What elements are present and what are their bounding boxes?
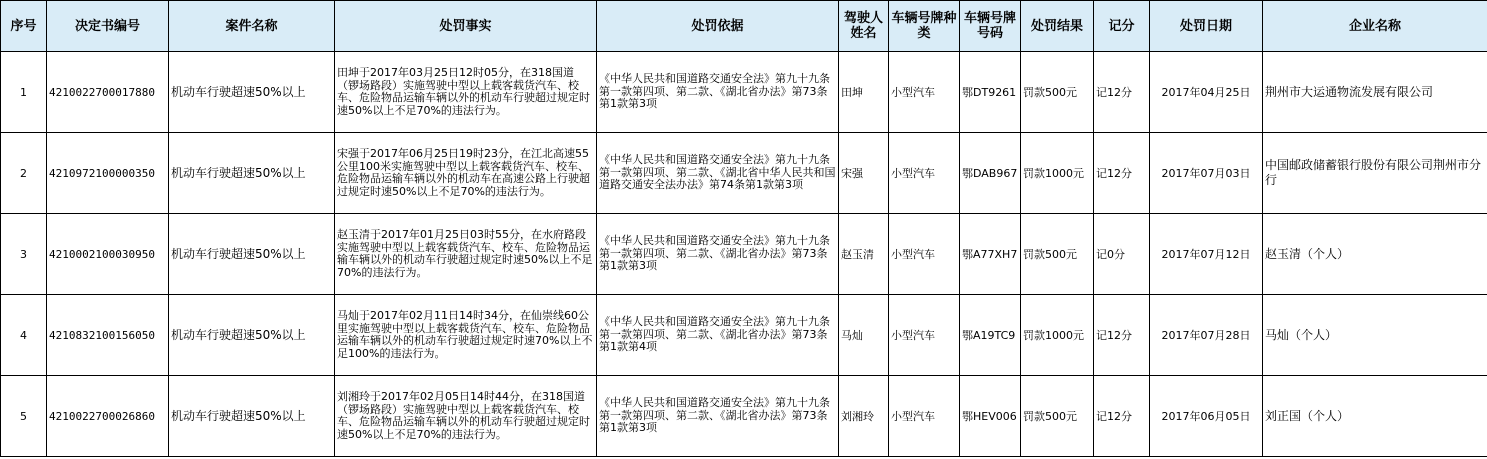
cell-plate-no: 鄂HEV006 [960, 376, 1021, 457]
cell-decision-no: 4210022700017880 [47, 52, 169, 133]
cell-company: 荆州市大运通物流发展有限公司 [1263, 52, 1487, 133]
cell-plate-type: 小型汽车 [889, 214, 960, 295]
cell-points: 记12分 [1094, 376, 1150, 457]
header-facts: 处罚事实 [335, 1, 597, 52]
header-plate-type: 车辆号牌种类 [889, 1, 960, 52]
cell-points: 记12分 [1094, 133, 1150, 214]
cell-decision-no: 4210972100000350 [47, 133, 169, 214]
cell-facts: 刘湘玲于2017年02月05日14时44分，在318国道（锣场路段）实施驾驶中型以上载客载货汽车、校车、危险物品运输车辆以外的机动车行驶超过规定时速50%以上不足70%的违法行为。 [335, 376, 597, 457]
table-row [1, 52, 1487, 133]
cell-decision-no: 4210002100030950 [47, 214, 169, 295]
header-company: 企业名称 [1263, 1, 1487, 52]
cell-case-name: 机动车行驶超速50%以上 [169, 295, 335, 376]
header-result: 处罚结果 [1021, 1, 1094, 52]
header-basis: 处罚依据 [597, 1, 839, 52]
cell-case-name: 机动车行驶超速50%以上 [169, 133, 335, 214]
header-driver: 驾驶人姓名 [839, 1, 889, 52]
cell-date: 2017年07月03日 [1150, 133, 1263, 214]
cell-no: 5 [1, 376, 47, 457]
header-date: 处罚日期 [1150, 1, 1263, 52]
cell-company: 刘正国（个人） [1263, 376, 1487, 457]
cell-date: 2017年06月05日 [1150, 376, 1263, 457]
header-decision-no: 决定书编号 [47, 1, 169, 52]
cell-facts: 宋强于2017年06月25日19时23分，在江北高速55公里100米实施驾驶中型以上载客载货汽车、校车、危险物品运输车辆以外的机动车在高速公路上行驶超过规定时速50%以上不足70%的违法行为。 [335, 133, 597, 214]
header-no: 序号 [1, 1, 47, 52]
cell-decision-no: 4210832100156050 [47, 295, 169, 376]
header-points: 记分 [1094, 1, 1150, 52]
cell-driver: 刘湘玲 [839, 376, 889, 457]
table-row [1, 295, 1487, 376]
cell-driver: 宋强 [839, 133, 889, 214]
table-row [1, 133, 1487, 214]
cell-basis: 《中华人民共和国道路交通安全法》第九十九条第一款第四项、第二款、《湖北省中华人民共和国道路交通安全法办法》第74条第1款第3项 [597, 133, 839, 214]
header-case-name: 案件名称 [169, 1, 335, 52]
cell-basis: 《中华人民共和国道路交通安全法》第九十九条第一款第四项、第二款、《湖北省办法》第73条第1款第3项 [597, 52, 839, 133]
header-row [1, 1, 1487, 52]
cell-facts: 赵玉清于2017年01月25日03时55分，在水府路段实施驾驶中型以上载客载货汽车、校车、危险物品运输车辆以外的机动车行驶超过规定时速50%以上不足70%的违法行为。 [335, 214, 597, 295]
cell-case-name: 机动车行驶超速50%以上 [169, 52, 335, 133]
cell-driver: 田坤 [839, 52, 889, 133]
cell-company: 赵玉清（个人） [1263, 214, 1487, 295]
cell-plate-type: 小型汽车 [889, 133, 960, 214]
table-row [1, 376, 1487, 457]
header-plate-no: 车辆号牌号码 [960, 1, 1021, 52]
cell-no: 4 [1, 295, 47, 376]
cell-basis: 《中华人民共和国道路交通安全法》第九十九条第一款第四项、第二款、《湖北省办法》第73条第1款第3项 [597, 376, 839, 457]
cell-result: 罚款1000元 [1021, 295, 1094, 376]
cell-basis: 《中华人民共和国道路交通安全法》第九十九条第一款第四项、第二款、《湖北省办法》第73条第1款第3项 [597, 214, 839, 295]
cell-no: 1 [1, 52, 47, 133]
cell-no: 3 [1, 214, 47, 295]
cell-date: 2017年04月25日 [1150, 52, 1263, 133]
cell-no: 2 [1, 133, 47, 214]
cell-facts: 田坤于2017年03月25日12时05分，在318国道（锣场路段）实施驾驶中型以上载客载货汽车、校车、危险物品运输车辆以外的机动车行驶超过规定时速50%以上不足70%的违法行为。 [335, 52, 597, 133]
cell-date: 2017年07月28日 [1150, 295, 1263, 376]
cell-points: 记12分 [1094, 295, 1150, 376]
cell-driver: 赵玉清 [839, 214, 889, 295]
cell-plate-type: 小型汽车 [889, 295, 960, 376]
cell-result: 罚款1000元 [1021, 133, 1094, 214]
cell-case-name: 机动车行驶超速50%以上 [169, 376, 335, 457]
table-row [1, 214, 1487, 295]
cell-plate-no: 鄂A19TC9 [960, 295, 1021, 376]
cell-points: 记0分 [1094, 214, 1150, 295]
cell-facts: 马灿于2017年02月11日14时34分，在仙崇线60公里实施驾驶中型以上载客载货汽车、校车、危险物品运输车辆以外的机动车行驶超过规定时速70%以上不足100%的违法行为。 [335, 295, 597, 376]
cell-company: 中国邮政储蓄银行股份有限公司荆州市分行 [1263, 133, 1487, 214]
cell-plate-no: 鄂DT9261 [960, 52, 1021, 133]
cell-decision-no: 4210022700026860 [47, 376, 169, 457]
cell-plate-type: 小型汽车 [889, 52, 960, 133]
cell-points: 记12分 [1094, 52, 1150, 133]
cell-result: 罚款500元 [1021, 376, 1094, 457]
cell-plate-no: 鄂A77XH7 [960, 214, 1021, 295]
cell-date: 2017年07月12日 [1150, 214, 1263, 295]
cell-driver: 马灿 [839, 295, 889, 376]
cell-result: 罚款500元 [1021, 214, 1094, 295]
cell-result: 罚款500元 [1021, 52, 1094, 133]
cell-plate-no: 鄂DAB967 [960, 133, 1021, 214]
cell-plate-type: 小型汽车 [889, 376, 960, 457]
cell-case-name: 机动车行驶超速50%以上 [169, 214, 335, 295]
cell-basis: 《中华人民共和国道路交通安全法》第九十九条第一款第四项、第二款、《湖北省办法》第73条第1款第4项 [597, 295, 839, 376]
cell-company: 马灿（个人） [1263, 295, 1487, 376]
